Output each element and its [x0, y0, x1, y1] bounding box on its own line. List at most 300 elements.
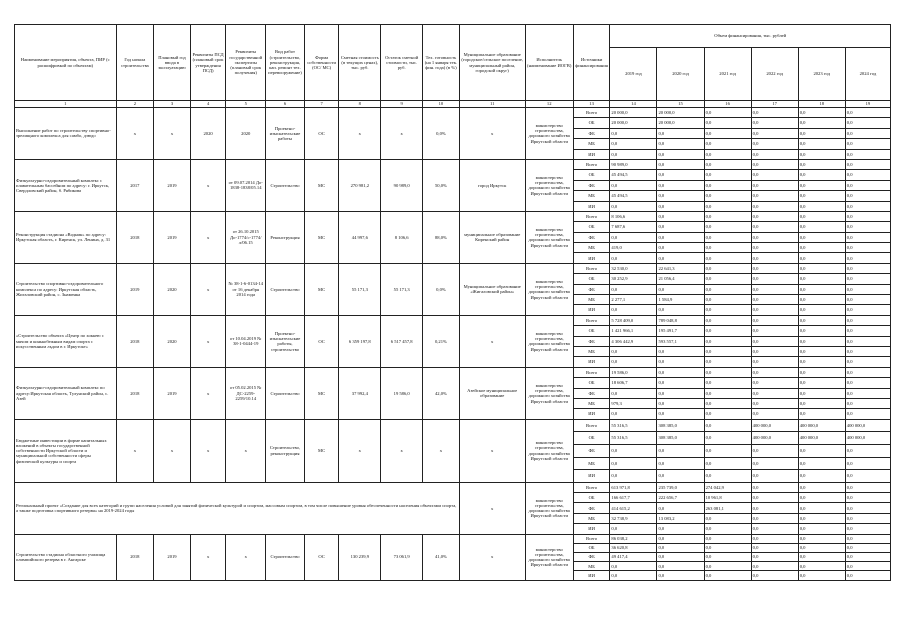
funding-value: 0,0 — [845, 513, 890, 523]
readiness: 88,0% — [423, 211, 460, 263]
ownership: ОС — [304, 315, 339, 367]
funding-source: ОБ — [573, 432, 610, 445]
header-estimated-cost: Сметная стоимость (в текущих ценах), тыс. руб. — [339, 25, 381, 101]
table-row — [15, 419, 891, 432]
funding-value: 0,0 — [845, 444, 890, 457]
funding-source: ОБ — [573, 493, 610, 503]
funding-value: 0,0 — [657, 543, 704, 552]
header-municipality: Муниципальное образование (городское/сельское поселение, муниципальный район, городской округ) — [459, 25, 525, 101]
column-number: 10 — [423, 101, 460, 108]
funding-value: 0,0 — [845, 336, 890, 346]
municipality: x — [459, 419, 525, 482]
funding-value: 0,0 — [704, 305, 751, 315]
funding-value: 0,0 — [845, 346, 890, 356]
readiness: 42,0% — [423, 367, 460, 419]
readiness: 0,21% — [423, 315, 460, 367]
ownership: МС — [304, 367, 339, 419]
funding-value: 0,0 — [798, 108, 845, 118]
funding-value: 0,0 — [845, 503, 890, 513]
funding-value: 0,0 — [704, 367, 751, 377]
header-year: 2020 год — [657, 48, 704, 101]
header-work-type: Вид работ (строительство, реконструкция, кап. ремонт тех. перевооружение) — [266, 25, 305, 101]
psd-details: x — [190, 263, 226, 315]
funding-value: 0,0 — [610, 524, 657, 534]
funding-value: 0,0 — [657, 571, 704, 580]
funding-value: 0,0 — [751, 543, 798, 552]
funding-value: 0,0 — [610, 253, 657, 263]
funding-value: 0,0 — [751, 222, 798, 232]
funding-value: 0,0 — [798, 524, 845, 534]
funding-value: 274 042,9 — [704, 482, 751, 492]
start-year: x — [116, 108, 154, 160]
funding-value: 0,0 — [798, 457, 845, 470]
ownership: ОС — [304, 534, 339, 580]
funding-value: 0,0 — [704, 139, 751, 149]
executor: министерство строительства, дорожного хозяйства Иркутской области — [525, 108, 573, 160]
funding-value: 0,0 — [657, 457, 704, 470]
funding-source: МБ — [573, 398, 610, 408]
funding-value: 613 971,8 — [610, 482, 657, 492]
funding-value: 0,0 — [657, 222, 704, 232]
funding-value: 0,0 — [751, 326, 798, 336]
estimated-cost: 270 981,2 — [339, 159, 381, 211]
executor: министерство строительства, дорожного хозяйства Иркутской области — [525, 534, 573, 580]
funding-value: 20 000,0 — [610, 108, 657, 118]
estimated-cost: x — [339, 108, 381, 160]
funding-value: 0,0 — [704, 263, 751, 273]
work-type: Проектно-изыскательские работы — [266, 108, 305, 160]
funding-value: 1 421 966,1 — [610, 326, 657, 336]
funding-value: 0,0 — [798, 211, 845, 221]
funding-value: 0,0 — [845, 170, 890, 180]
funding-value: 0,0 — [751, 524, 798, 534]
funding-source: ФБ — [573, 503, 610, 513]
funding-source: МБ — [573, 457, 610, 470]
funding-value: 0,0 — [657, 357, 704, 367]
funding-value: 0,0 — [798, 553, 845, 562]
funding-value: 0,0 — [657, 388, 704, 398]
funding-value: 414 615,2 — [610, 503, 657, 513]
funding-value: 0,0 — [798, 263, 845, 273]
column-number: 14 — [610, 101, 657, 108]
funding-value: 0,0 — [845, 562, 890, 571]
funding-source: МБ — [573, 139, 610, 149]
funding-value: 0,0 — [798, 346, 845, 356]
funding-value: 0,0 — [798, 503, 845, 513]
funding-value: 0,0 — [798, 243, 845, 253]
funding-value: 0,0 — [657, 201, 704, 211]
start-year: 2017 — [116, 159, 154, 211]
funding-value: 0,0 — [751, 243, 798, 253]
funding-source: ОБ — [573, 222, 610, 232]
header-year: 2022 год — [751, 48, 798, 101]
funding-value: 55 316,5 — [610, 432, 657, 445]
column-number: 8 — [339, 101, 381, 108]
funding-value: 0,0 — [704, 419, 751, 432]
header-start-year: Год начала строительства — [116, 25, 154, 101]
funding-value: 0,0 — [704, 191, 751, 201]
funding-value: 0,0 — [751, 118, 798, 128]
funding-value: 0,0 — [845, 222, 890, 232]
funding-value: 308 385,0 — [657, 432, 704, 445]
funding-value: 400 000,0 — [751, 419, 798, 432]
funding-source: Всего — [573, 263, 610, 273]
ownership: МС — [304, 211, 339, 263]
funding-value: 0,0 — [704, 274, 751, 284]
column-number: 18 — [798, 101, 845, 108]
funding-value: 0,0 — [610, 128, 657, 138]
object-name: Выполнение работ по строительству спортивно-зрелищного комплекса для самбо, дзюдо — [15, 108, 117, 160]
object-name: Строительство спортивно-оздоровительного комплекса по адресу: Иркутская область, Жигаловский район, с. Знаменка — [15, 263, 117, 315]
funding-value: 0,0 — [657, 367, 704, 377]
funding-value: 0,0 — [657, 562, 704, 571]
column-number: 5 — [226, 101, 266, 108]
funding-value: 0,0 — [704, 357, 751, 367]
planned-year: 2019 — [154, 367, 191, 419]
funding-value: 32 738,9 — [610, 513, 657, 523]
start-year: 2018 — [116, 534, 154, 580]
funding-value: 0,0 — [610, 444, 657, 457]
funding-value: 400 000,0 — [751, 432, 798, 445]
ownership: МС — [304, 263, 339, 315]
funding-value: 0,0 — [704, 470, 751, 483]
funding-value: 593 557,1 — [657, 336, 704, 346]
funding-source: МБ — [573, 562, 610, 571]
funding-value: 0,0 — [798, 378, 845, 388]
table-row — [15, 534, 891, 543]
remaining-cost: 73 061,9 — [381, 534, 423, 580]
work-type: Строительство — [266, 534, 305, 580]
funding-value: 400 000,0 — [845, 432, 890, 445]
executor: министерство строительства, дорожного хозяйства Иркутской области — [525, 159, 573, 211]
executor: министерство строительства, дорожного хозяйства Иркутской области — [525, 211, 573, 263]
funding-value: 0,0 — [798, 562, 845, 571]
funding-value: 0,0 — [657, 139, 704, 149]
planned-year: 2019 — [154, 211, 191, 263]
funding-value: 13 083,2 — [657, 513, 704, 523]
funding-value: 0,0 — [751, 191, 798, 201]
funding-source: ИИ — [573, 149, 610, 159]
funding-value: 0,0 — [751, 201, 798, 211]
object-name: Строительство стадиона областного училища олимпийского резерва в г. Ангарске — [15, 534, 117, 580]
psd-details: x — [190, 534, 226, 580]
funding-value: 0,0 — [798, 139, 845, 149]
object-name: Физкультурно-оздоровительный комплекс с плавательным бассейном по адресу: г. Иркутск, Свердловский район, б. Рябикова — [15, 159, 117, 211]
funding-value: 0,0 — [798, 482, 845, 492]
funding-source: ФБ — [573, 388, 610, 398]
funding-value: 979,3 — [610, 398, 657, 408]
column-number: 13 — [573, 101, 610, 108]
table-row — [15, 367, 891, 377]
funding-value: 0,0 — [751, 367, 798, 377]
municipality: x — [459, 534, 525, 580]
column-number: 17 — [751, 101, 798, 108]
funding-value: 0,0 — [845, 253, 890, 263]
funding-source: ИИ — [573, 253, 610, 263]
funding-value: 0,0 — [657, 284, 704, 294]
funding-value: 0,0 — [610, 139, 657, 149]
column-number: 3 — [154, 101, 191, 108]
funding-value: 0,0 — [751, 170, 798, 180]
funding-value: 0,0 — [845, 274, 890, 284]
funding-value: 0,0 — [657, 305, 704, 315]
executor: министерство строительства, дорожного хозяйства Иркутской области — [525, 482, 573, 534]
funding-value: 0,0 — [798, 170, 845, 180]
funding-value: 0,0 — [845, 295, 890, 305]
funding-value: 0,0 — [704, 180, 751, 190]
funding-value: 21 056,4 — [657, 274, 704, 284]
municipality: город Иркутск — [459, 159, 525, 211]
funding-value: 0,0 — [751, 470, 798, 483]
funding-value: 0,0 — [751, 253, 798, 263]
column-number: 19 — [845, 101, 890, 108]
funding-source: ОБ — [573, 170, 610, 180]
planned-year: 2019 — [154, 534, 191, 580]
funding-value: 1 584,9 — [657, 295, 704, 305]
funding-value: 0,0 — [704, 444, 751, 457]
funding-value: 32 530,0 — [610, 263, 657, 273]
funding-value: 0,0 — [845, 482, 890, 492]
funding-value: 0,0 — [845, 378, 890, 388]
funding-value: 0,0 — [704, 457, 751, 470]
header-funding-volume: Объем финансирования, тыс. рублей — [610, 25, 891, 48]
funding-value: 0,0 — [704, 562, 751, 571]
funding-value: 0,0 — [798, 222, 845, 232]
funding-value: 0,0 — [704, 118, 751, 128]
header-expertise: Реквизиты государственной экспертизы (плановый срок получения) — [226, 25, 266, 101]
column-number: 6 — [266, 101, 305, 108]
column-number: 11 — [459, 101, 525, 108]
funding-value: 0,0 — [610, 346, 657, 356]
funding-value: 0,0 — [845, 457, 890, 470]
funding-value: 0,0 — [751, 180, 798, 190]
work-type: Строительство — [266, 263, 305, 315]
funding-value: 0,0 — [798, 191, 845, 201]
column-number: 16 — [704, 101, 751, 108]
funding-source: ФБ — [573, 336, 610, 346]
funding-value: 400 000,0 — [798, 432, 845, 445]
funding-value: 0,0 — [845, 149, 890, 159]
funding-value: 20 000,0 — [657, 108, 704, 118]
municipality: муниципальное образование Киренский район — [459, 211, 525, 263]
funding-source: МБ — [573, 243, 610, 253]
funding-value: 0,0 — [798, 513, 845, 523]
funding-value: 0,0 — [704, 524, 751, 534]
funding-source: Всего — [573, 419, 610, 432]
funding-value: 0,0 — [610, 180, 657, 190]
funding-value: 0,0 — [845, 108, 890, 118]
funding-value: 0,0 — [751, 295, 798, 305]
funding-value: 0,0 — [751, 139, 798, 149]
remaining-cost: 8 106,6 — [381, 211, 423, 263]
funding-value: 0,0 — [845, 232, 890, 242]
funding-value: 0,0 — [845, 398, 890, 408]
funding-value: 0,0 — [751, 409, 798, 419]
ownership: ОС — [304, 108, 339, 160]
funding-value: 0,0 — [657, 232, 704, 242]
psd-details: 2020 — [190, 108, 226, 160]
funding-value: 0,0 — [798, 253, 845, 263]
funding-value: 0,0 — [845, 553, 890, 562]
funding-source: Всего — [573, 315, 610, 325]
remaining-cost: 55 171,3 — [381, 263, 423, 315]
funding-value: 235 739,0 — [657, 482, 704, 492]
funding-value: 0,0 — [704, 170, 751, 180]
estimated-cost: 44 997,6 — [339, 211, 381, 263]
work-type: Проектно-изыскательские работы, строительство — [266, 315, 305, 367]
funding-value: 0,0 — [845, 315, 890, 325]
funding-source: Всего — [573, 482, 610, 492]
work-type: Строительство, реконструкция — [266, 419, 305, 482]
funding-value: 0,0 — [751, 108, 798, 118]
header-year: 2024 год — [845, 48, 890, 101]
funding-value: 0,0 — [704, 149, 751, 159]
funding-value: 0,0 — [751, 211, 798, 221]
column-number: 9 — [381, 101, 423, 108]
funding-value: 0,0 — [704, 513, 751, 523]
funding-value: 0,0 — [657, 253, 704, 263]
psd-details: x — [190, 419, 226, 482]
funding-value: 0,0 — [751, 378, 798, 388]
funding-value: 10 961,8 — [704, 493, 751, 503]
funding-value: 22 641,3 — [657, 263, 704, 273]
funding-value: 0,0 — [845, 128, 890, 138]
executor: министерство строительства, дорожного хозяйства Иркутской области — [525, 315, 573, 367]
executor: министерство строительства, дорожного хозяйства Иркутской области — [525, 367, 573, 419]
funding-value: 0,0 — [845, 243, 890, 253]
funding-value: 0,0 — [704, 409, 751, 419]
funding-value: 0,0 — [751, 388, 798, 398]
executor: министерство строительства, дорожного хозяйства Иркутской области — [525, 419, 573, 482]
funding-source: ИИ — [573, 409, 610, 419]
funding-value: 0,0 — [704, 232, 751, 242]
funding-source: ОБ — [573, 118, 610, 128]
column-number: 15 — [657, 101, 704, 108]
funding-value: 0,0 — [798, 295, 845, 305]
funding-value: 0,0 — [751, 571, 798, 580]
funding-value: 0,0 — [610, 562, 657, 571]
expertise-details: от 26.10.2015 До-1774/с-1774/л/06.15 — [226, 211, 266, 263]
funding-value: 0,0 — [704, 534, 751, 543]
municipality: Муниципальное образование «Жигаловский район» — [459, 263, 525, 315]
column-number: 7 — [304, 101, 339, 108]
funding-source: ИИ — [573, 571, 610, 580]
funding-value: 0,0 — [798, 409, 845, 419]
funding-value: 0,0 — [798, 571, 845, 580]
funding-value: 30 252,9 — [610, 274, 657, 284]
funding-value: 166 617,7 — [610, 493, 657, 503]
column-number: 2 — [116, 101, 154, 108]
funding-value: 0,0 — [798, 315, 845, 325]
funding-value: 0,0 — [657, 159, 704, 169]
object-name: «Строительство объекта «Центр по хоккею с мячом и конькобежным видам спорта с искусственным льдом в г. Иркутске» — [15, 315, 117, 367]
funding-value: 0,0 — [845, 139, 890, 149]
funding-source: ОБ — [573, 543, 610, 552]
funding-value: 0,0 — [610, 571, 657, 580]
expertise-details: от 05.02.2015 № ДС-2259-2259/10.14 — [226, 367, 266, 419]
funding-value: 0,0 — [704, 336, 751, 346]
funding-value: 0,0 — [704, 346, 751, 356]
table-row — [15, 482, 891, 492]
funding-value: 0,0 — [704, 315, 751, 325]
funding-source: Всего — [573, 108, 610, 118]
object-name: Реконструкция стадиона «Водник» по адресу: Иркутская область, г. Киренск, ул. Ленина, д. 31 — [15, 211, 117, 263]
funding-value: 0,0 — [751, 493, 798, 503]
funding-value: 0,0 — [704, 222, 751, 232]
planned-year: 2020 — [154, 315, 191, 367]
funding-value: 0,0 — [610, 232, 657, 242]
funding-value: 0,0 — [798, 357, 845, 367]
funding-value: 0,0 — [751, 128, 798, 138]
funding-value: 0,0 — [704, 284, 751, 294]
funding-value: 0,0 — [657, 149, 704, 159]
funding-value: 0,0 — [610, 284, 657, 294]
funding-value: 0,0 — [798, 201, 845, 211]
work-type: Строительство — [266, 159, 305, 211]
planned-year: x — [154, 108, 191, 160]
funding-value: 263 081,1 — [704, 503, 751, 513]
table-row — [15, 159, 891, 169]
funding-value: 0,0 — [845, 305, 890, 315]
funding-value: 0,0 — [845, 211, 890, 221]
readiness: 50,0% — [423, 159, 460, 211]
funding-value: 0,0 — [751, 482, 798, 492]
funding-value: 49 417,4 — [610, 553, 657, 562]
funding-value: 0,0 — [798, 444, 845, 457]
column-number: 1 — [15, 101, 117, 108]
funding-value: 308 385,0 — [657, 419, 704, 432]
funding-value: 0,0 — [798, 274, 845, 284]
estimated-cost: 6 359 197,8 — [339, 315, 381, 367]
funding-value: 0,0 — [704, 201, 751, 211]
funding-value: 400 000,0 — [798, 419, 845, 432]
funding-value: 0,0 — [798, 149, 845, 159]
object-name: Бюджетные инвестиции в форме капитальных вложений в объекты государственной собственности Иркутской области и муниципальной собственности сферы физической культуры и спорта — [15, 419, 117, 482]
municipality: x — [459, 482, 525, 534]
expertise-details: x — [226, 534, 266, 580]
funding-value: 90 989,0 — [610, 159, 657, 169]
work-type: Строительство — [266, 367, 305, 419]
funding-value: 2 277,1 — [610, 295, 657, 305]
funding-value: 20 000,0 — [657, 118, 704, 128]
funding-value: 86 038,2 — [610, 534, 657, 543]
funding-value: 0,0 — [704, 553, 751, 562]
funding-value: 0,0 — [845, 367, 890, 377]
funding-value: 0,0 — [704, 378, 751, 388]
funding-value: 0,0 — [798, 493, 845, 503]
estimated-cost: 130 239,9 — [339, 534, 381, 580]
funding-value: 0,0 — [657, 553, 704, 562]
start-year: 2019 — [116, 263, 154, 315]
funding-value: 0,0 — [751, 232, 798, 242]
funding-value: 0,0 — [657, 378, 704, 388]
readiness: 41,0% — [423, 534, 460, 580]
ownership: МС — [304, 419, 339, 482]
funding-value: 0,0 — [704, 543, 751, 552]
funding-value: 18 606,7 — [610, 378, 657, 388]
table-row — [15, 211, 891, 221]
funding-value: 789 048,8 — [657, 315, 704, 325]
funding-value: 0,0 — [751, 562, 798, 571]
header-executor: Исполнитель (наименование ИОГВ) — [525, 25, 573, 101]
funding-value: 0,0 — [704, 571, 751, 580]
readiness: 0,0% — [423, 108, 460, 160]
funding-source: МБ — [573, 191, 610, 201]
ownership: МС — [304, 159, 339, 211]
funding-value: 0,0 — [704, 388, 751, 398]
funding-value: 45 494,5 — [610, 191, 657, 201]
funding-value: 0,0 — [751, 159, 798, 169]
